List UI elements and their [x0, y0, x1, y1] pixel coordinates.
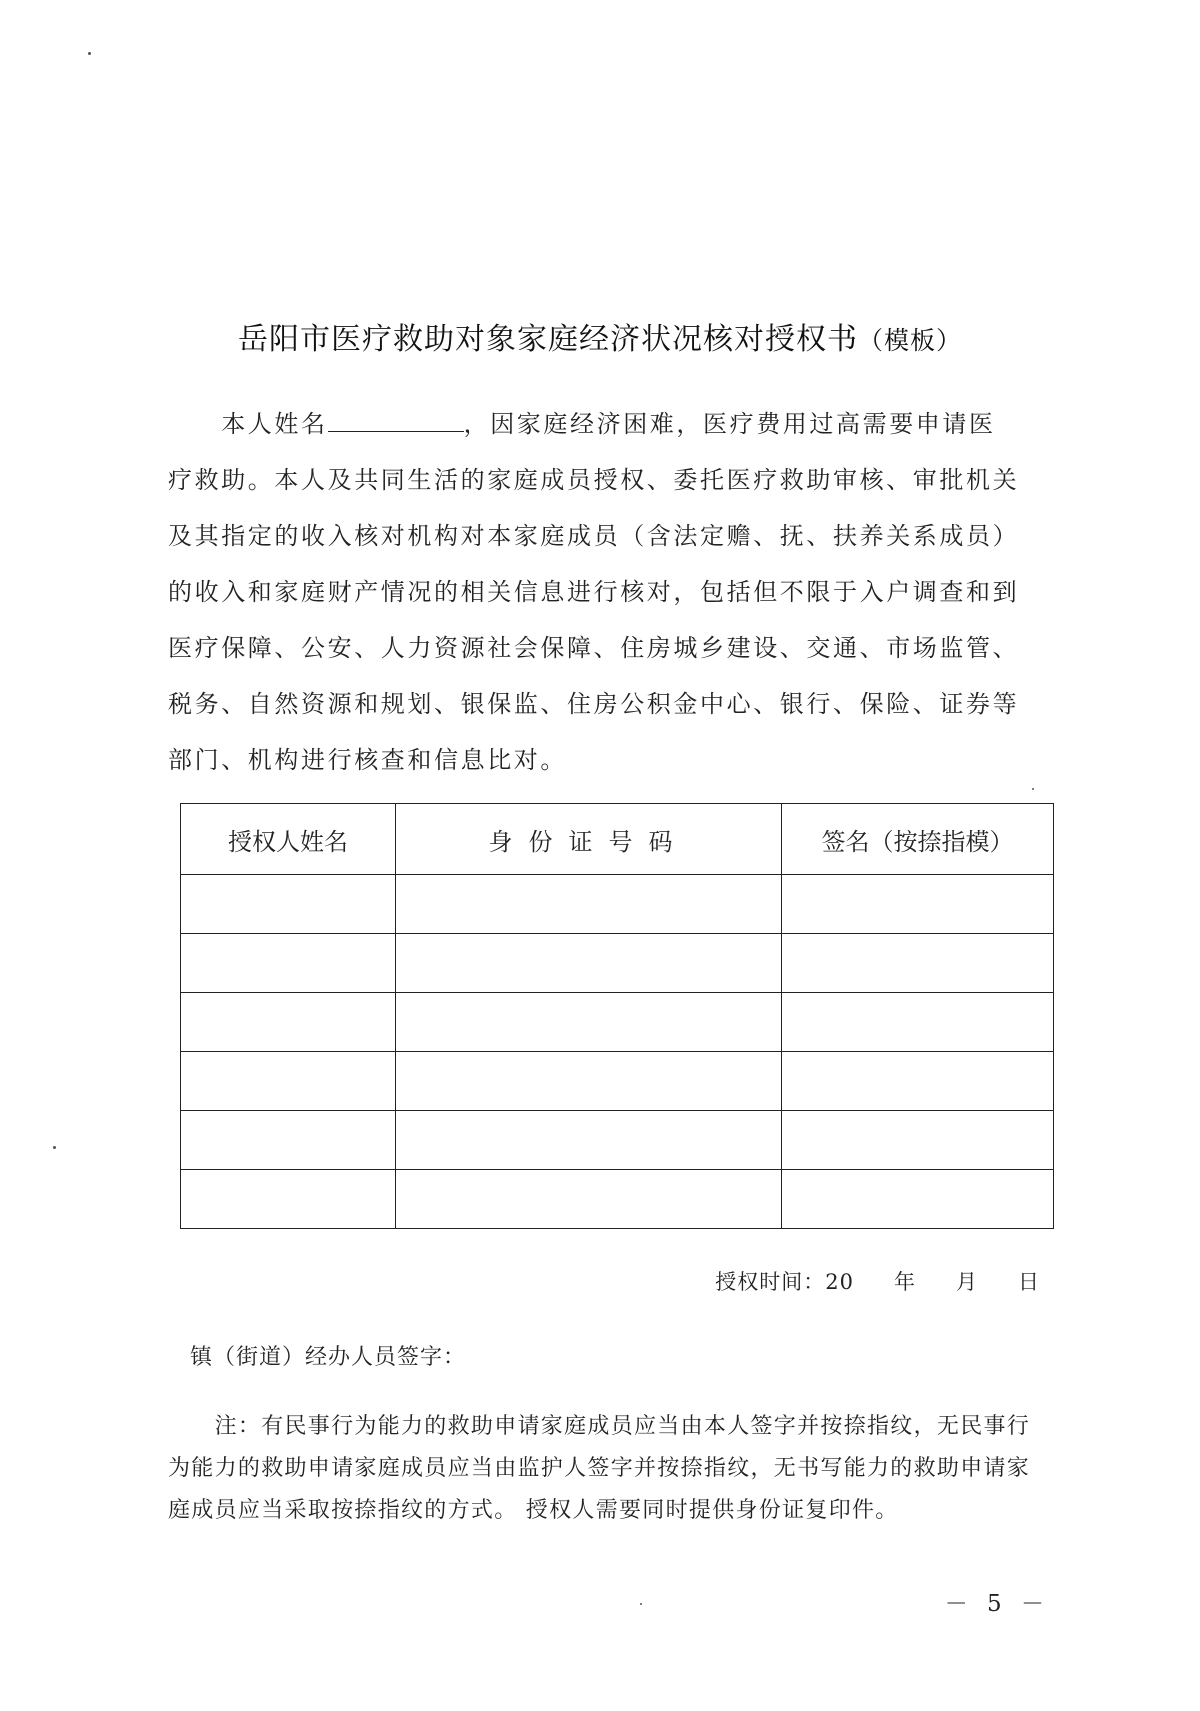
id-number-cell[interactable]	[396, 993, 782, 1052]
year-label: 年	[894, 1270, 916, 1294]
scan-speck	[640, 1603, 642, 1605]
id-number-cell[interactable]	[396, 1170, 782, 1229]
header-id-number: 身份证号码	[396, 804, 782, 875]
header-authorizer-name: 授权人姓名	[181, 804, 396, 875]
header-signature: 签名（按捺指模）	[782, 804, 1054, 875]
authorizer-name-cell[interactable]	[181, 875, 396, 934]
table-row	[181, 934, 1054, 993]
scan-speck	[88, 52, 91, 55]
note-line: 为能力的救助申请家庭成员应当由监护人签字并按捺指纹，无书写能力的救助申请家	[168, 1456, 1031, 1481]
authorizer-name-cell[interactable]	[181, 993, 396, 1052]
signature-cell[interactable]	[782, 1111, 1054, 1170]
paragraph-line: 及其指定的收入核对机构对本家庭成员（含法定赡、抚、扶养关系成员）	[168, 522, 1020, 550]
paragraph-line: 税务、自然资源和规划、银保监、住房公积金中心、银行、保险、证券等	[168, 690, 1020, 718]
authorizer-name-cell[interactable]	[181, 934, 396, 993]
scan-speck	[1032, 788, 1034, 790]
note-line-1-text: 注：有民事行为能力的救助申请家庭成员应当由本人签字并按捺指纹，无民事行	[214, 1414, 1031, 1439]
signature-cell[interactable]	[782, 1052, 1054, 1111]
id-number-cell[interactable]	[396, 875, 782, 934]
date-label: 授权时间：	[715, 1270, 826, 1294]
paragraph-line-1-rest: ，因家庭经济困难，医疗费用过高需要申请医	[463, 410, 996, 438]
authorizer-name-cell[interactable]	[181, 1111, 396, 1170]
paragraph-line: 疗救助。本人及共同生活的家庭成员授权、委托医疗救助审核、审批机关	[168, 466, 1020, 494]
page-number: － 5 －	[944, 1591, 1050, 1617]
paragraph-line: 的收入和家庭财产情况的相关信息进行核对，包括但不限于入户调查和到	[168, 578, 1020, 606]
signature-cell[interactable]	[782, 993, 1054, 1052]
year-prefix: 20	[825, 1270, 854, 1294]
name-label: 本人姓名	[221, 410, 328, 438]
signature-cell[interactable]	[782, 1170, 1054, 1229]
note-line: 庭成员应当采取按捺指纹的方式。 授权人需要同时提供身份证复印件。	[168, 1498, 899, 1523]
document-title	[0, 314, 1200, 358]
handler-signature-label: 镇（街道）经办人员签字：	[190, 1345, 467, 1370]
table-row	[181, 1052, 1054, 1111]
table-row	[181, 1111, 1054, 1170]
signature-cell[interactable]	[782, 875, 1054, 934]
authorization-paragraph	[168, 396, 1048, 788]
table-row	[181, 993, 1054, 1052]
name-blank-field[interactable]	[328, 409, 464, 432]
table-header-row	[181, 804, 1054, 875]
signature-cell[interactable]	[782, 934, 1054, 993]
title-suffix: （模板）	[857, 326, 962, 355]
day-label: 日	[1018, 1270, 1040, 1294]
note-block	[168, 1406, 1048, 1532]
authorization-table	[180, 803, 1054, 1229]
note-line	[168, 1406, 1048, 1448]
month-label: 月	[956, 1270, 978, 1294]
title-text: 岳阳市医疗救助对象家庭经济状况核对授权书	[237, 322, 858, 357]
table-row	[181, 875, 1054, 934]
authorization-date	[715, 1266, 1040, 1296]
paragraph-line: 医疗保障、公安、人力资源社会保障、住房城乡建设、交通、市场监管、	[168, 634, 1020, 662]
paragraph-line-1	[168, 396, 1048, 452]
id-number-cell[interactable]	[396, 1052, 782, 1111]
scan-speck	[53, 1146, 56, 1149]
id-number-cell[interactable]	[396, 934, 782, 993]
id-number-cell[interactable]	[396, 1111, 782, 1170]
paragraph-line: 部门、机构进行核查和信息比对。	[168, 746, 567, 774]
authorizer-name-cell[interactable]	[181, 1170, 396, 1229]
authorizer-name-cell[interactable]	[181, 1052, 396, 1111]
table-row	[181, 1170, 1054, 1229]
